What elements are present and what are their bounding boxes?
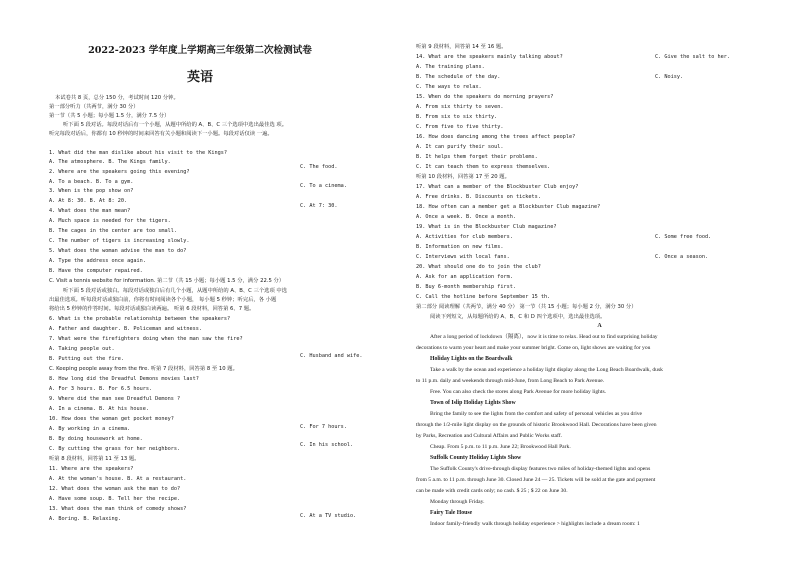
section2-instruction: 出最佳选项。听每段对话或独白前，你将有时间阅读各个小题， 每小题 5 秒钟；听完后，各 小题 [49, 297, 277, 303]
option: B. The cages in the center are too small. [49, 228, 178, 234]
option: A. At the woman's house. B. At a restaurant. [49, 476, 187, 482]
option: A. Activities for club members. [416, 234, 513, 240]
option: C. By cutting the grass for her neighbors. [49, 446, 181, 452]
part1-title: 第一部分听力（共两节，满分 30 分） [49, 104, 139, 110]
option: B. By doing housework at home. [49, 436, 143, 442]
question: 1. What did the man dislike about his visit to the Kings? [49, 150, 228, 156]
option: C. Call the hotline before September 15 th. [416, 294, 551, 300]
option: B. It helps them forget their problems. [416, 154, 538, 160]
passage-heading: Holiday Lights on the Boardwalk [430, 356, 513, 362]
passage-line: Free. You can also check the stores along Park Avenue for more holiday lights. [430, 389, 607, 395]
option-c: C. Give the salt to her. [655, 54, 730, 60]
option: A. From six thirty to seven. [416, 104, 504, 110]
option-c: C. Some free food. [655, 234, 712, 240]
option: A. The training plans. [416, 64, 485, 70]
question: 18. How often can a member get a Blockbuster Club magazine? [416, 204, 601, 210]
option: A. Much space is needed for the tigers. [49, 218, 171, 224]
question: 9. Where did the man see Dreadful Demons ? [49, 396, 181, 402]
page-title: 2022-2023 学年度上学期高三年级第二次检测试卷 [88, 45, 312, 56]
option: B. Buy 6-month membership first. [416, 284, 516, 290]
option: C. It can teach them to express themselves. [416, 164, 551, 170]
question: 20. What should one do to join the club? [416, 264, 541, 270]
passage-label: A [597, 323, 602, 329]
option: C. The ways to relax. [416, 84, 482, 90]
question: 10. How does the woman get pocket money? [49, 416, 174, 422]
option: A. Ask for an application form. [416, 274, 513, 280]
passage-line: Monday through Friday. [430, 499, 485, 505]
passage-line: Indoor family-friendly walk through holiday experience > highlights include a dream room: 1 [430, 521, 640, 527]
option: C. The number of tigers is increasing slowly. [49, 238, 190, 244]
option: B. From six to six thirty. [416, 114, 498, 120]
passage-line: After a long period of lockdown（隔离），now it is time to relax. Head out to find surprising holiday [430, 334, 658, 340]
option-c: C. To a cinema. [300, 183, 347, 189]
option: A. Taking people out. [49, 346, 115, 352]
option-c: C. The food. [300, 164, 338, 170]
option: C. Visit a tennis website for information. 第二节（共 15 小题；每小题 1.5 分，满分 22.5 分） [49, 278, 285, 284]
option: B. Information on new films. [416, 244, 504, 250]
section1-instruction: 听下面 5 段对话。每段对话后有一个小题，从题中所给的 A、B、C 三个选项中选出最佳选 项。 [63, 122, 288, 128]
passage-heading: Suffolk County Holiday Lights Show [430, 455, 522, 461]
option: C. Keeping people away from the fire. 听第 7 段材料，回答第 8 至 10 题。 [49, 366, 238, 372]
option-c: C. In his school. [300, 442, 354, 448]
question: 4. What does the man mean? [49, 208, 131, 214]
option: A. By working in a cinema. [49, 426, 131, 432]
option: B. Putting out the fire. [49, 356, 124, 362]
option: B. Have the computer repaired. [49, 268, 143, 274]
section1-instruction: 听完每段对话后，你都有 10 秒钟的时间来回答有关小题和阅读下一小题。每段对话仅读 一遍。 [49, 131, 273, 137]
passage-line: through the 1/2-mile light display on the grounds of historic Brookwood Hall. Decorations have been given [416, 422, 657, 428]
option: A. It can purify their soul. [416, 144, 504, 150]
listening-material-heading: 听第 10 段材料，回答第 17 至 20 题。 [416, 174, 510, 180]
option: A. Free drinks. B. Discounts on tickets. [416, 194, 541, 200]
passage-line: Bring the family to see the lights from the comfort and safety of personal vehicles as you drive [430, 411, 643, 417]
passage-heading: Town of Islip Holiday Lights Show [430, 400, 516, 406]
option: C. Interviews with local fans. [416, 254, 510, 260]
passage-line: can be made with credit cards only; no cash. $ 25 ; $ 22 on June 30. [416, 488, 568, 494]
question: 11. Where are the speakers? [49, 466, 134, 472]
option: A. To a beach. B. To a gym. [49, 179, 134, 185]
part2-title: 第二部分 阅读理解（共两节，满分 40 分） 第一节（共 15 小题；每小题 2 分，满分 30 分） [416, 304, 637, 310]
option: B. The schedule of the day. [416, 74, 501, 80]
passage-heading: Fairy Tale House [430, 510, 473, 516]
subject-title: 英语 [186, 70, 213, 85]
question: 15. When do the speakers do morning prayers? [416, 94, 554, 100]
listening-material-heading: 听第 9 段材料，回答第 14 至 16 题。 [416, 44, 507, 50]
option: A. For 3 hours. B. For 6.5 hours. [49, 386, 153, 392]
passage-line: by Parks, Recreation and Cultural Affairs and Public Works staff. [416, 433, 563, 439]
option: A. In a cinema. B. At his house. [49, 406, 149, 412]
question: 7. What were the firefighters doing when the man saw the fire? [49, 336, 243, 342]
option: A. Type the address once again. [49, 258, 146, 264]
question: 12. What does the woman ask the man to do? [49, 486, 181, 492]
option-c: C. For 7 hours. [300, 424, 347, 430]
option: A. Father and daughter. B. Policeman and witness. [49, 326, 203, 332]
option: A. The atmosphere. B. The Kings family. [49, 159, 171, 165]
question: 6. What is the probable relationship between the speakers? [49, 316, 231, 322]
question: 19. What is in the Blockbuster Club magazine? [416, 224, 557, 230]
passage-line: Take a walk by the ocean and experience a holiday light display along the Long Beach Boardwalk, dusk [430, 367, 663, 373]
option: A. Once a week. B. Once a month. [416, 214, 516, 220]
part2-instruction: 阅读下列短文，从每题所给的 A、B、C 和 D 四个选项中，选出最佳选项。 [430, 314, 606, 320]
option: A. At 8: 30. B. At 8: 20. [49, 198, 128, 204]
section2-instruction: 听下面 5 段对话或独白。每段对话或独白后有几个小题，从题中所给的 A、B、C 三个选项 中选 [63, 288, 288, 294]
question: 8. How long did the Dreadful Demons movies last? [49, 376, 199, 382]
option-c: C. Once a season. [655, 254, 709, 260]
option-c: C. At a TV studio. [300, 513, 357, 519]
passage-line: The Suffolk County's drive-through display features two miles of holiday-themed lights and opens [430, 466, 651, 472]
question: 13. What does the man think of comedy shows? [49, 506, 187, 512]
question: 2. Where are the speakers going this evening? [49, 169, 190, 175]
section1-title: 第一节（共 5 小题；每小题 1.5 分，满分 7.5 分） [49, 113, 170, 119]
question: 17. What can a member of the Blockbuster Club enjoy? [416, 184, 579, 190]
listening-material-heading: 听第 8 段材料，回答第 11 至 13 题。 [49, 456, 140, 462]
passage-line: Cheap. From 5 p.m. to 11 p.m. June 22; Brookwood Hall Park. [430, 444, 571, 450]
question: 14. What are the speakers mainly talking about? [416, 54, 563, 60]
passage-line: to 11 p.m. daily and weekends through mid-June, from Long Beach to Park Avenue. [416, 378, 605, 384]
option-c: C. At 7: 30. [300, 203, 338, 209]
option-c: C. Noisy. [655, 74, 684, 80]
question: 5. What does the woman advise the man to do? [49, 248, 187, 254]
option: A. Have some soup. B. Tell her the recipe. [49, 496, 181, 502]
passage-line: decorations to warm your heart and make your summer bright. Come on, light shows are waiting for you [416, 345, 651, 351]
question: 16. How does dancing among the trees affect people? [416, 134, 576, 140]
passage-line: from 5 a.m. to 11 p.m. through June 30. Closed June 24 — 25. Tickets will be sold at the gate and payment [416, 477, 656, 483]
intro-text: 本试卷共 8 页，总分 150 分，考试时间 120 分钟。 [55, 95, 179, 101]
section2-instruction: 将给出 5 秒钟的作答时间。每段对话或独白读两遍。 听第 6 段材料，回答第 6、7 题。 [49, 306, 255, 312]
option-c: C. Husband and wife. [300, 353, 363, 359]
question: 3. When is the pop show on? [49, 188, 134, 194]
option: C. From five to five thirty. [416, 124, 504, 130]
option: A. Boring. B. Relaxing. [49, 516, 121, 522]
